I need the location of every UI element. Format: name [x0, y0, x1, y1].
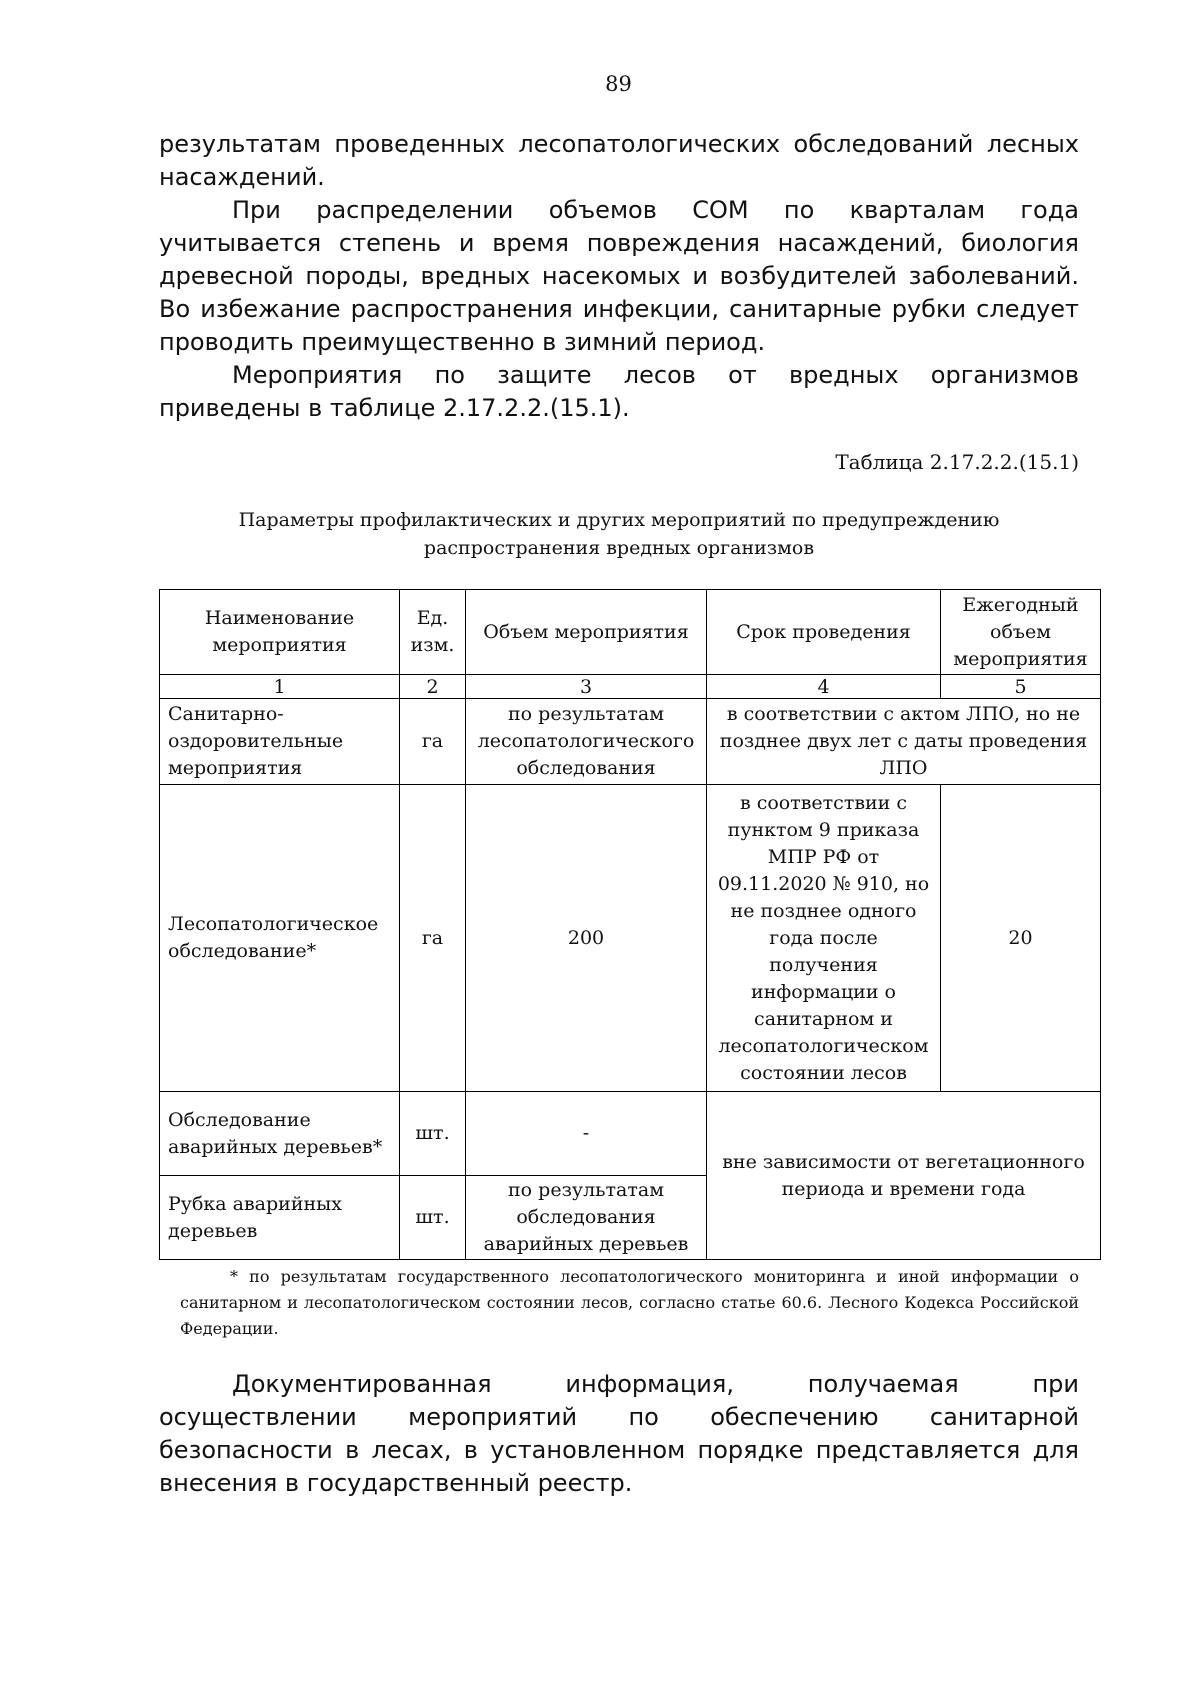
table-title — [159, 506, 1079, 562]
table-title-line-2: распространения вредных организмов — [423, 537, 815, 559]
paragraph-4: Документированная информация, получаемая при осуществлении мероприятий по обеспечению санитарной безопасности в лесах, в установленном порядке представляется для внесения в государственный реестр. — [159, 1370, 1079, 1497]
page-number: 89 — [605, 72, 632, 96]
table-number-row — [160, 675, 1101, 699]
paragraph-1: результатам проведенных лесопатологических обследований лесных насаждений. — [159, 130, 1079, 191]
row1-unit: га — [400, 699, 466, 785]
header-name: Наименование мероприятия — [160, 590, 400, 675]
row1-volume: по результатам лесопатологического обследования — [466, 699, 707, 785]
table-header-row — [160, 590, 1101, 675]
table-title-line-1: Параметры профилактических и других мероприятий по предупреждению — [238, 509, 1000, 531]
table-row — [160, 699, 1101, 785]
header-annual: Ежегодный объем мероприятия — [941, 590, 1101, 675]
row1-term: в соответствии с актом ЛПО, но не позднее двух лет с даты проведения ЛПО — [707, 699, 1101, 785]
table-row — [160, 1092, 1101, 1176]
paragraph-2: При распределении объемов СОМ по кварталам года учитывается степень и время повреждения насаждений, биология древесной породы, вредных насекомых и возбудителей заболеваний. Во избежание распространения инфекции, санитарные рубки следует проводить преимущественно в зимний период. — [159, 196, 1079, 356]
column-number-5: 5 — [941, 675, 1101, 699]
row2-annual: 20 — [941, 785, 1101, 1092]
column-number-1: 1 — [160, 675, 400, 699]
paragraph-3: Мероприятия по защите лесов от вредных организмов приведены в таблице 2.17.2.2.(15.1). — [159, 361, 1079, 422]
row2-volume: 200 — [466, 785, 707, 1092]
row2-unit: га — [400, 785, 466, 1092]
column-number-2: 2 — [400, 675, 466, 699]
rows3-4-term: вне зависимости от вегетационного периода и времени года — [707, 1092, 1101, 1260]
table-reference: Таблица 2.17.2.2.(15.1) — [835, 450, 1079, 474]
row4-unit: шт. — [400, 1176, 466, 1260]
row3-name: Обследование аварийных деревьев* — [160, 1092, 400, 1176]
header-unit: Ед. изм. — [400, 590, 466, 675]
row2-name: Лесопатологическое обследование* — [160, 785, 400, 1092]
row4-name: Рубка аварийных деревьев — [160, 1176, 400, 1260]
row3-volume: - — [466, 1092, 707, 1176]
table-footnote: * по результатам государственного лесопатологического мониторинга и иной информации о санитарном и лесопатологическом состоянии лесов, согласно статье 60.6. Лесного Кодекса Российской Федерации. — [180, 1267, 1079, 1338]
row1-name: Санитарно-оздоровительные мероприятия — [160, 699, 400, 785]
measures-table — [159, 589, 1101, 1260]
table-row — [160, 785, 1101, 1092]
row3-unit: шт. — [400, 1092, 466, 1176]
column-number-3: 3 — [466, 675, 707, 699]
header-volume: Объем мероприятия — [466, 590, 707, 675]
column-number-4: 4 — [707, 675, 941, 699]
row2-term: в соответствии с пунктом 9 приказа МПР РФ от 09.11.2020 № 910, но не позднее одного года после получения информации о санитарном и лесопатологическом состоянии лесов — [707, 785, 941, 1092]
row4-volume: по результатам обследования аварийных деревьев — [466, 1176, 707, 1260]
header-term: Срок проведения — [707, 590, 941, 675]
